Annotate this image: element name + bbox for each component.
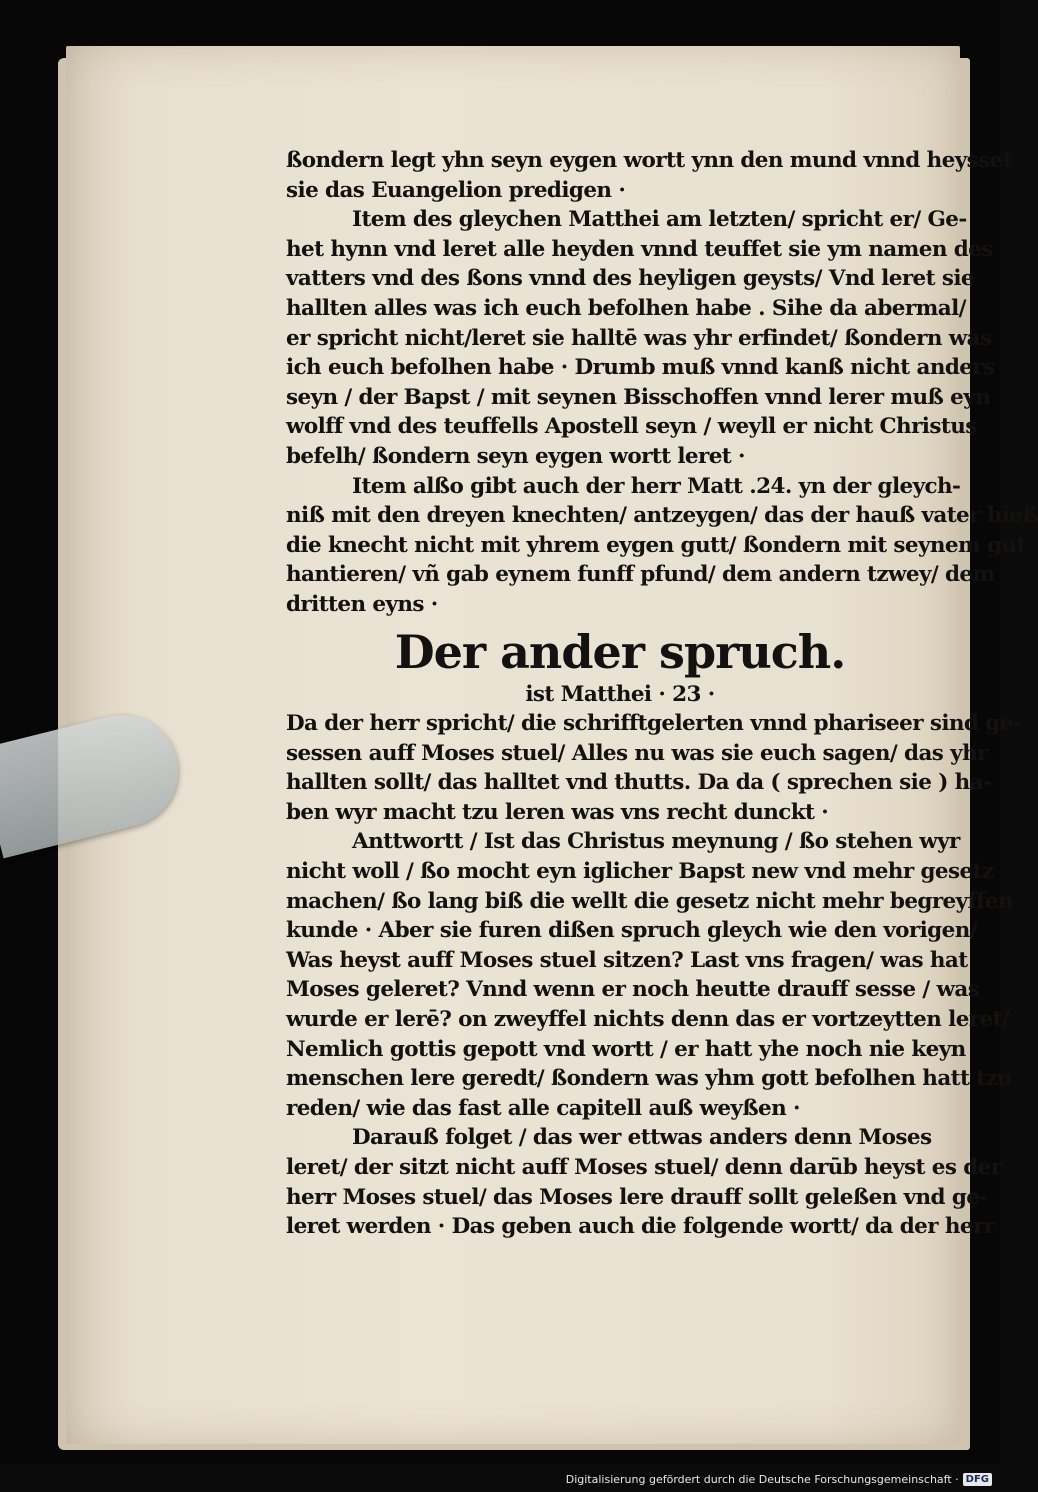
text-line: Nemlich gottis gepott vnd wortt / er hatt yhe noch nie keyn: [286, 1036, 966, 1062]
text-line: die knecht nicht mit yhrem eygen gutt/ ßondern mit seynem gut: [286, 532, 1026, 558]
text-line: Darauß folget / das wer ettwas anders denn Moses: [352, 1125, 932, 1151]
text-line: ich euch befolhen habe · Drumb muß vnnd kanß nicht anders: [286, 355, 995, 381]
text-line: sessen auff Moses stuel/ Alles nu was sie euch sagen/ das yhr: [286, 740, 988, 766]
dfg-logo-icon: DFG: [963, 1473, 992, 1486]
text-line: menschen lere geredt/ ßondern was yhm gott befolhen hatt tzu: [286, 1066, 1013, 1092]
page-text: [286, 146, 1038, 1242]
text-line: Anttwortt / Ist das Christus meynung / ßo stehen wyr: [352, 829, 960, 855]
text-line: machen/ ßo lang biß die wellt die gesetz nicht mehr begreyffen: [286, 888, 1013, 914]
text-line: niß mit den dreyen knechten/ antzeygen/ das der hauß vater hieß: [286, 503, 1038, 529]
text-line: befelh/ ßondern seyn eygen wortt leret ·: [286, 443, 745, 469]
text-line: seyn / der Bapst / mit seynen Bisschoffen vnnd lerer muß eyn: [286, 384, 991, 410]
text-line: het hynn vnd leret alle heyden vnnd teuffet sie ym namen des: [286, 236, 993, 262]
text-line: Da der herr spricht/ die schrifftgelerten vnnd phariseer sind ge-: [286, 711, 1022, 737]
text-line: hantieren/ vñ gab eynem funff pfund/ dem andern tzwey/ dem: [286, 562, 995, 588]
text-line: dritten eyns ·: [286, 591, 438, 617]
text-line: ben wyr macht tzu leren was vns recht dunckt ·: [286, 799, 829, 825]
text-line: sie das Euangelion predigen ·: [286, 177, 626, 203]
text-line: leret/ der sitzt nicht auff Moses stuel/ denn darūb heyst es der: [286, 1155, 1002, 1180]
text-line: reden/ wie das fast alle capitell auß weyßen ·: [286, 1095, 800, 1121]
text-line: ßondern legt yhn seyn eygen wortt ynn den mund vnnd heysset: [286, 148, 1013, 173]
text-line: leret werden · Das geben auch die folgende wortt/ da der herr: [286, 1214, 995, 1240]
footer-credit: [566, 1473, 992, 1486]
text-line: Item des gleychen Matthei am letzten/ spricht er/ Ge-: [352, 207, 967, 233]
text-line: nicht woll / ßo mocht eyn iglicher Bapst new vnd mehr gesetz: [286, 859, 994, 885]
text-line: hallten alles was ich euch befolhen habe . Sihe da abermal/: [286, 295, 966, 321]
footer-text: Digitalisierung gefördert durch die Deutsche Forschungsgemeinschaft ·: [565, 1473, 959, 1486]
text-line: hallten sollt/ das halltet vnd thutts. Da da ( sprechen sie ) ha-: [286, 770, 992, 796]
text-line: wurde er lerē? on zweyffel nichts denn das er vortzeytten leret/: [286, 1007, 1010, 1033]
section-heading: Der ander spruch.: [394, 624, 846, 679]
text-line: er spricht nicht/leret sie halltē was yhr erfindet/ ßondern was: [286, 325, 992, 351]
text-line: Moses geleret? Vnnd wenn er noch heutte drauff sesse / was: [286, 977, 980, 1003]
text-line: Item alßo gibt auch der herr Matt .24. yn der gleych-: [352, 473, 961, 499]
section-subheading: ist Matthei · 23 ·: [525, 681, 715, 707]
text-line: kunde · Aber sie furen dißen spruch gleych wie den vorigen/: [286, 918, 977, 944]
text-line: herr Moses stuel/ das Moses lere drauff sollt geleßen vnd ge-: [286, 1184, 988, 1210]
text-line: vatters vnd des ßons vnnd des heyligen geysts/ Vnd leret sie: [286, 266, 974, 292]
text-line: wolff vnd des teuffells Apostell seyn / weyll er nicht Christus: [286, 414, 977, 440]
text-line: Was heyst auff Moses stuel sitzen? Last vns fragen/ was hat: [286, 947, 968, 973]
